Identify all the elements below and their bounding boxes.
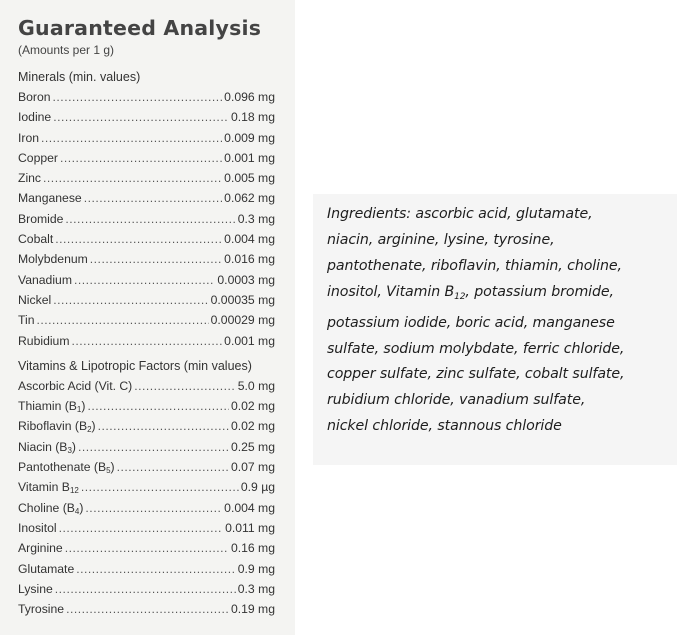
vitamin-row bbox=[18, 599, 275, 619]
minerals-heading: Minerals (min. values) bbox=[18, 70, 141, 84]
vitamin-name: Ascorbic Acid (Vit. C) bbox=[18, 378, 133, 393]
vitamin-row bbox=[18, 559, 275, 579]
mineral-value: 0.016 mg bbox=[224, 252, 275, 267]
vitamins-list bbox=[18, 376, 275, 620]
dot-leader bbox=[53, 290, 208, 310]
dot-leader bbox=[81, 477, 239, 497]
dot-leader bbox=[98, 416, 229, 436]
mineral-value: 0.005 mg bbox=[224, 171, 275, 186]
vitamin-value: 0.25 mg bbox=[230, 439, 275, 454]
ingredients-text bbox=[327, 202, 667, 440]
vitamin-value: 0.011 mg bbox=[225, 520, 275, 535]
dot-leader bbox=[53, 87, 223, 107]
mineral-value: 0.3 mg bbox=[237, 211, 275, 226]
vitamin-value: 0.9 µg bbox=[240, 480, 275, 495]
vitamin-value: 0.07 mg bbox=[230, 460, 275, 475]
dot-leader bbox=[78, 437, 229, 457]
mineral-row bbox=[18, 168, 275, 188]
mineral-row bbox=[18, 229, 275, 249]
mineral-name: Manganese bbox=[18, 191, 82, 206]
vitamin-name: Lysine bbox=[18, 581, 53, 596]
dot-leader bbox=[117, 457, 229, 477]
vitamin-value: 0.3 mg bbox=[237, 581, 275, 596]
dot-leader bbox=[87, 396, 229, 416]
minerals-list bbox=[18, 87, 275, 351]
dot-leader bbox=[65, 538, 229, 558]
vitamin-row bbox=[18, 457, 275, 477]
page-title: Guaranteed Analysis bbox=[18, 16, 262, 40]
ingredients-line: pantothenate, riboflavin, thiamin, choline, bbox=[327, 257, 622, 274]
vitamin-name: Riboflavin $(B_2)$ bbox=[18, 419, 96, 435]
vitamin-value: 0.02 mg bbox=[230, 399, 275, 414]
vitamin-row bbox=[18, 538, 275, 558]
mineral-name: Boron bbox=[18, 90, 51, 104]
mineral-name: Zinc bbox=[18, 171, 42, 186]
mineral-row bbox=[18, 209, 275, 229]
mineral-name: Copper bbox=[18, 150, 58, 165]
ingredients-line: copper sulfate, zinc sulfate, cobalt sulfate, bbox=[327, 366, 625, 383]
mineral-value: 0.001 mg bbox=[224, 333, 275, 348]
dot-leader bbox=[84, 188, 222, 208]
vitamin-row bbox=[18, 396, 275, 416]
vitamin-value: 0.004 mg bbox=[224, 500, 275, 515]
mineral-name: Vanadium bbox=[18, 272, 72, 287]
vitamin-value: 0.16 mg bbox=[230, 541, 275, 556]
vitamins-heading: Vitamins & Lipotropic Factors (min values) bbox=[18, 358, 252, 373]
vitamin-name: Thiamin $(B_1)$ bbox=[18, 399, 86, 415]
vitamin-row bbox=[18, 498, 275, 518]
dot-leader bbox=[71, 331, 222, 351]
mineral-name: Bromide bbox=[18, 211, 64, 226]
mineral-name: Molybdenum bbox=[18, 252, 88, 267]
mineral-value: 0.00029 mg bbox=[210, 313, 275, 328]
mineral-row bbox=[18, 310, 275, 330]
mineral-value: 0.00035 mg bbox=[210, 292, 275, 307]
mineral-row bbox=[18, 107, 275, 127]
mineral-name: Nickel bbox=[18, 292, 52, 307]
vitamin-value: 0.9 mg bbox=[237, 561, 275, 576]
vitamin-row bbox=[18, 437, 275, 457]
vitamin-name: Vitamin $B_{12}$ bbox=[18, 480, 79, 496]
mineral-value: 0.0003 mg bbox=[217, 272, 275, 287]
mineral-row bbox=[18, 249, 275, 269]
mineral-name: Iron bbox=[18, 130, 40, 145]
dot-leader bbox=[41, 128, 222, 148]
mineral-value: 0.062 mg bbox=[224, 191, 275, 206]
dot-leader bbox=[59, 518, 223, 538]
vitamin-value: 5.0 mg bbox=[237, 378, 275, 393]
vitamin-name: Choline $(B_4)$ bbox=[18, 500, 84, 516]
dot-leader bbox=[65, 209, 235, 229]
ingredients-line: potassium iodide, boric acid, manganese bbox=[327, 314, 615, 331]
ingredients-line: Ingredients: ascorbic acid, glutamate, bbox=[327, 206, 593, 222]
vitamin-name: Pantothenate $(B_5)$ bbox=[18, 460, 115, 476]
vitamin-name: Inositol bbox=[18, 520, 57, 535]
dot-leader bbox=[74, 270, 215, 290]
mineral-row bbox=[18, 331, 275, 351]
ingredients-line: nickel chloride, stannous chloride bbox=[327, 418, 562, 435]
ingredients-line: inositol, Vitamin $B_{12}$, potassium bromide, bbox=[327, 283, 614, 302]
vitamin-row bbox=[18, 416, 275, 436]
vitamin-row bbox=[18, 376, 275, 396]
mineral-name: Iodine bbox=[18, 110, 52, 125]
mineral-value: 0.18 mg bbox=[230, 110, 275, 125]
dot-leader bbox=[66, 599, 229, 619]
dot-leader bbox=[60, 148, 222, 168]
vitamin-name: Tyrosine bbox=[18, 602, 65, 617]
ingredients-line: sulfate, sodium molybdate, ferric chloride, bbox=[327, 340, 625, 357]
dot-leader bbox=[134, 376, 236, 396]
mineral-value: 0.001 mg bbox=[224, 150, 275, 165]
guaranteed-analysis-panel bbox=[0, 0, 295, 635]
mineral-row bbox=[18, 188, 275, 208]
ingredients-panel bbox=[313, 194, 677, 465]
mineral-row bbox=[18, 87, 275, 107]
dot-leader bbox=[90, 249, 222, 269]
vitamin-name: Niacin $(B_3)$ bbox=[18, 439, 76, 455]
vitamin-row bbox=[18, 477, 275, 497]
mineral-row bbox=[18, 270, 275, 290]
vitamin-row bbox=[18, 518, 275, 538]
mineral-name: Rubidium bbox=[18, 333, 70, 348]
mineral-value: 0.009 mg bbox=[224, 130, 275, 145]
dot-leader bbox=[85, 498, 222, 518]
vitamin-value: 0.19 mg bbox=[230, 602, 275, 617]
mineral-name: Cobalt bbox=[18, 232, 54, 247]
mineral-row bbox=[18, 148, 275, 168]
dot-leader bbox=[43, 168, 222, 188]
vitamin-row bbox=[18, 579, 275, 599]
vitamin-value: 0.02 mg bbox=[230, 419, 275, 434]
mineral-name: Tin bbox=[18, 313, 35, 328]
mineral-value: 0.004 mg bbox=[224, 232, 275, 247]
dot-leader bbox=[76, 559, 236, 579]
vitamin-name: Arginine bbox=[18, 541, 63, 556]
dot-leader bbox=[36, 310, 208, 330]
dot-leader bbox=[55, 229, 222, 249]
mineral-row bbox=[18, 128, 275, 148]
vitamin-name: Glutamate bbox=[18, 561, 75, 576]
dot-leader bbox=[55, 579, 236, 599]
mineral-value: 0.096 mg bbox=[224, 90, 275, 104]
dot-leader bbox=[53, 107, 229, 127]
ingredients-line: niacin, arginine, lysine, tyrosine, bbox=[327, 231, 555, 248]
ingredients-line: rubidium chloride, vanadium sulfate, bbox=[327, 392, 586, 409]
amounts-subtitle: (Amounts per 1 g) bbox=[18, 43, 115, 57]
mineral-row bbox=[18, 290, 275, 310]
